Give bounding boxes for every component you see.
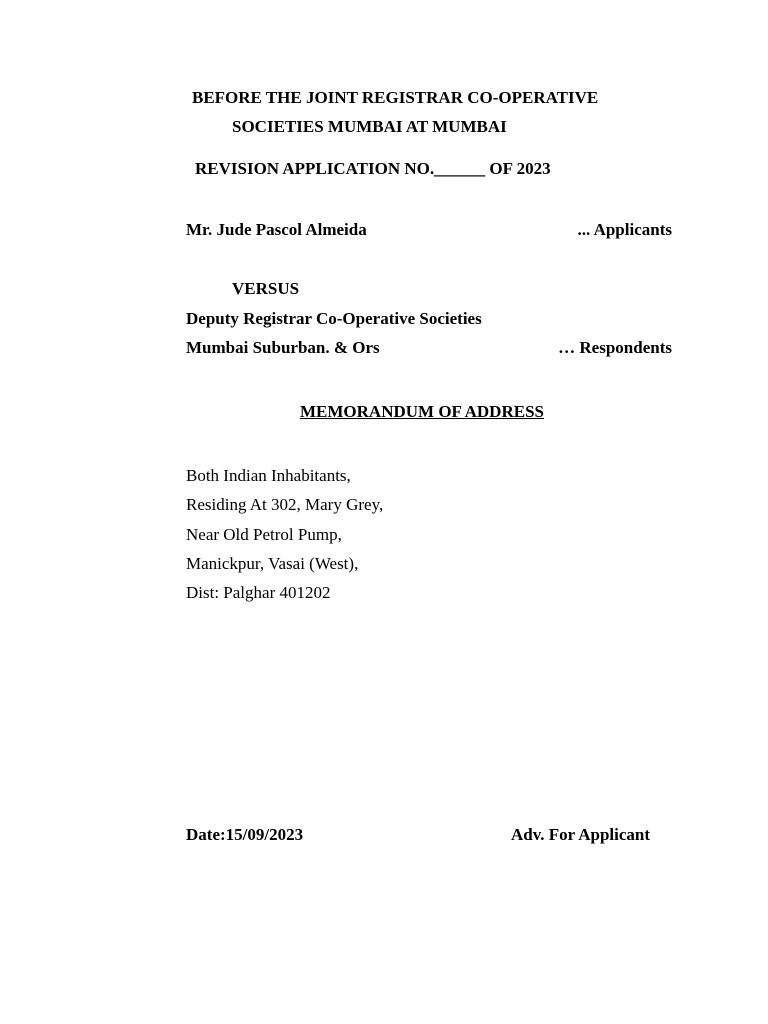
document-date: Date:15/09/2023 xyxy=(186,825,304,844)
respondent-line2: Mumbai Suburban. & Ors xyxy=(186,338,380,357)
respondent-line1: Deputy Registrar Co-Operative Societies xyxy=(186,309,482,328)
versus-label: VERSUS xyxy=(232,279,300,298)
memorandum-title: MEMORANDUM OF ADDRESS xyxy=(300,402,544,421)
court-heading-line2: SOCIETIES MUMBAI AT MUMBAI xyxy=(232,117,507,136)
address-line: Near Old Petrol Pump, xyxy=(186,525,342,544)
applicant-role: ... Applicants xyxy=(577,220,672,239)
address-line: Dist: Palghar 401202 xyxy=(186,583,331,602)
court-heading-line1: BEFORE THE JOINT REGISTRAR CO-OPERATIVE xyxy=(192,88,599,107)
respondent-role: … Respondents xyxy=(558,338,672,357)
address-line: Residing At 302, Mary Grey, xyxy=(186,495,384,514)
address-line: Both Indian Inhabitants, xyxy=(186,466,351,485)
address-line: Manickpur, Vasai (West), xyxy=(186,554,359,573)
applicant-name: Mr. Jude Pascol Almeida xyxy=(186,220,367,239)
advocate-signatory: Adv. For Applicant xyxy=(511,825,651,844)
application-number: REVISION APPLICATION NO.______ OF 2023 xyxy=(195,159,551,178)
